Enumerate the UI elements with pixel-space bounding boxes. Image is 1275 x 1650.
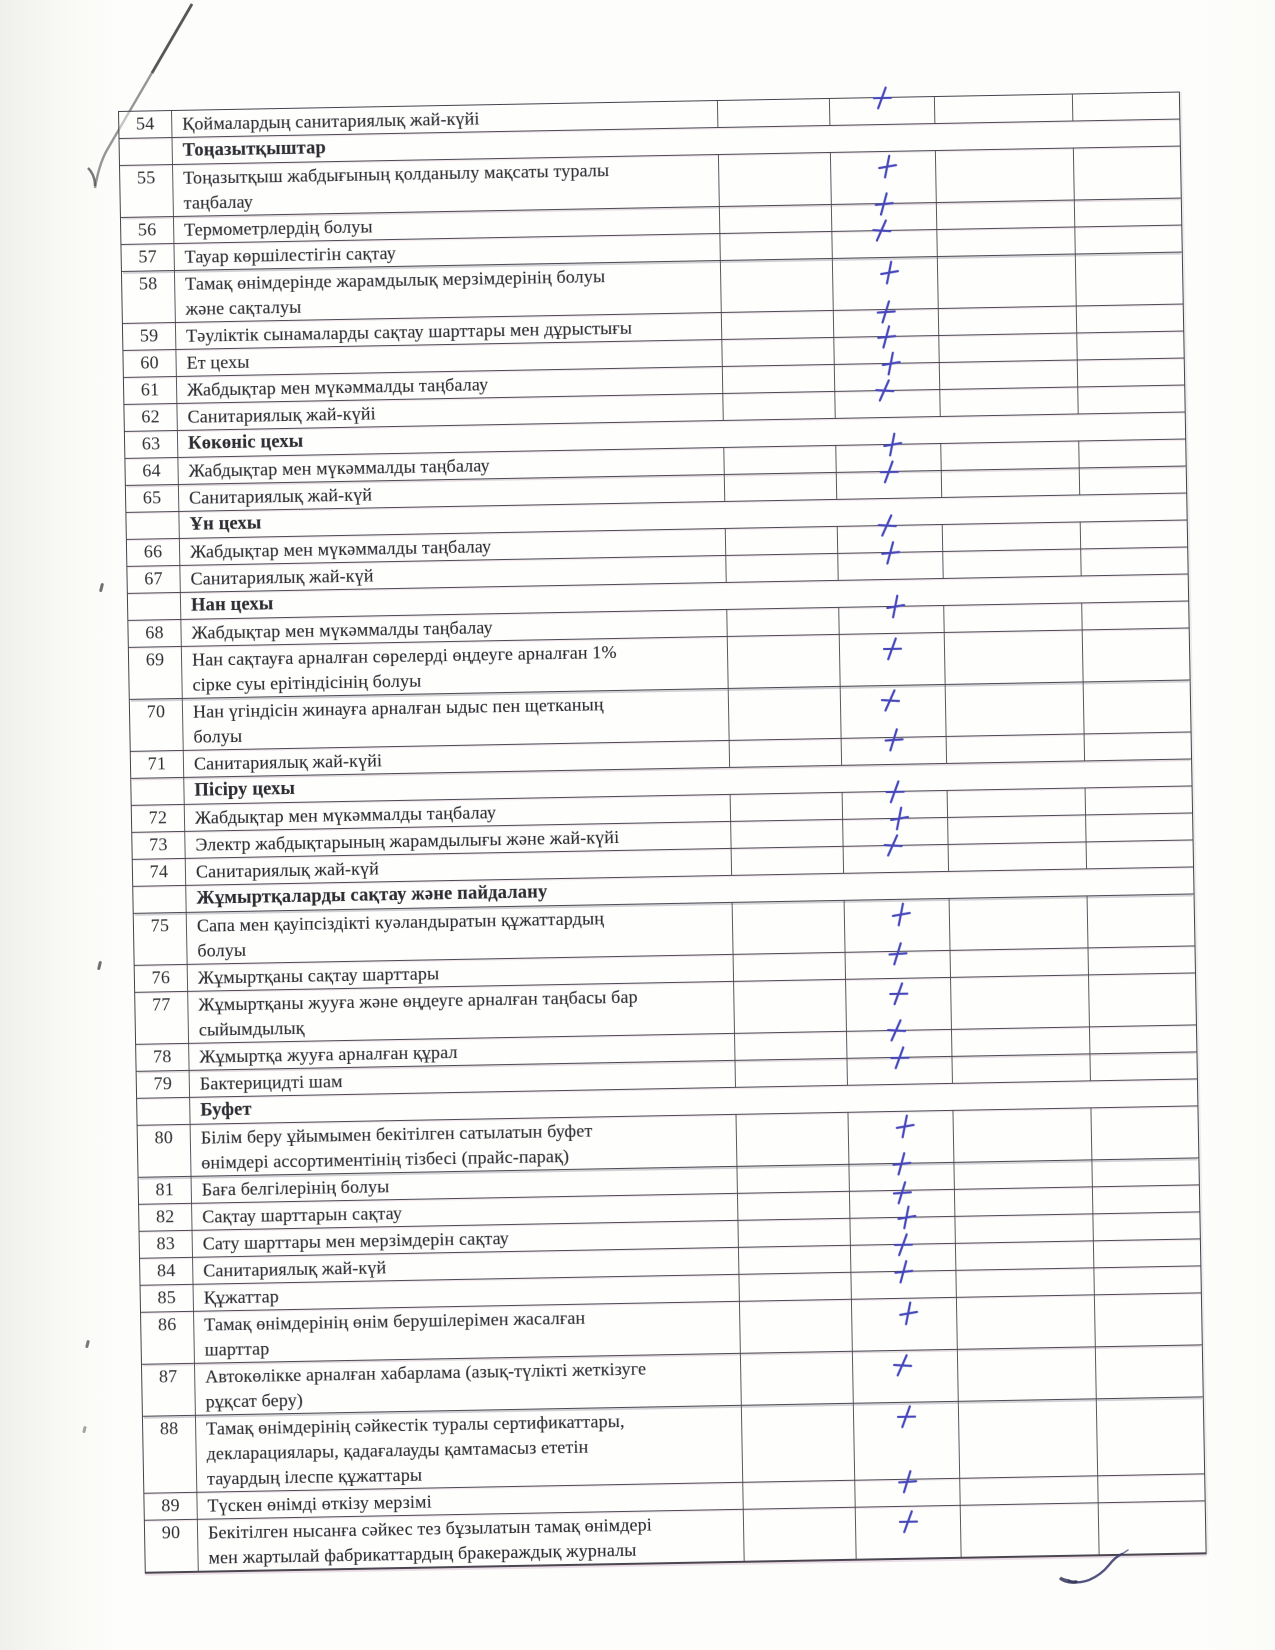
handwritten-plus-mark [873, 192, 895, 216]
handwritten-plus-mark [888, 1045, 912, 1070]
empty-cell [726, 608, 838, 636]
empty-cell [1085, 786, 1194, 814]
row-number: 75 [150, 915, 170, 936]
row-number: 66 [143, 541, 163, 562]
row-description: Нан үгіндісін жинауға арналған ыдыс пен щетканың болуы [182, 689, 729, 750]
empty-cell [1092, 1212, 1201, 1240]
empty-cell [1093, 1266, 1202, 1294]
empty-cell [735, 1113, 848, 1166]
row-description: Жабдықтар мен мүкәммалды таңбалау [177, 448, 723, 484]
empty-cell [942, 549, 1080, 578]
row-description: Термометрлердің болуы [173, 207, 719, 243]
row-number [126, 512, 178, 539]
row-number: 58 [138, 273, 158, 294]
row-description: Тамақ өнімдерінің өнім берушілерімен жасалған шарттар [193, 1302, 740, 1363]
empty-cell [948, 842, 1086, 871]
row-description: Санитариялық жай-күй [185, 849, 731, 885]
handwritten-plus-mark [887, 806, 911, 832]
row-description: Сату шарттары мен мерзімдерін сақтау [192, 1221, 738, 1257]
empty-cell [1073, 147, 1183, 200]
row-number: 79 [153, 1073, 173, 1094]
empty-cell [742, 1481, 854, 1509]
empty-cell [947, 788, 1085, 817]
check-mark-cell [831, 230, 936, 258]
empty-cell [942, 522, 1080, 551]
handwritten-plus-mark [896, 1301, 920, 1327]
empty-cell [1090, 1106, 1200, 1159]
row-description: Бактерицидті шам [189, 1061, 735, 1097]
empty-cell [934, 95, 1072, 124]
check-mark-cell [839, 633, 945, 686]
row-description: Ұн цехы [178, 493, 1186, 537]
empty-cell [941, 468, 1079, 497]
empty-cell [736, 1165, 848, 1193]
row-description: Санитариялық жай-күйі [183, 741, 729, 777]
empty-cell [738, 1246, 850, 1274]
row-description: Баға белгілерінің болуы [191, 1167, 737, 1203]
empty-cell [953, 1160, 1091, 1189]
row-number: 54 [135, 113, 155, 134]
row-number [131, 778, 183, 805]
empty-cell [1080, 520, 1189, 548]
check-mark-cell [855, 1506, 961, 1559]
row-description: Электр жабдықтарының жарамдылығы және жай-күйі [184, 822, 730, 858]
row-description: Түскен өнімді өткізу мерзімі [196, 1483, 742, 1519]
handwritten-plus-mark [874, 512, 899, 539]
empty-cell [737, 1219, 849, 1247]
empty-cell [947, 815, 1085, 844]
empty-cell [950, 975, 1089, 1029]
row-description: Санитариялық жай-күй [179, 556, 725, 592]
row-description: Тауар көршілестігін сақтау [173, 234, 719, 270]
pen-squiggle-mark [1048, 1546, 1134, 1596]
empty-cell [954, 1214, 1092, 1243]
handwritten-plus-mark [872, 377, 897, 404]
row-number: 84 [156, 1260, 176, 1281]
row-description: Көкөніс цехы [177, 413, 1185, 457]
row-description: Сапа мен қауіпсіздікті куәландыратын құжаттардың болуы [186, 903, 733, 964]
row-description: Жұмыртқаны сақтау шарттары [187, 955, 733, 991]
row-description: Жұмыртқа жууға арналған құрал [188, 1034, 734, 1070]
empty-cell [951, 1027, 1089, 1056]
handwritten-plus-mark [894, 1205, 918, 1231]
row-description: Қоймалардың санитариялық жай-күйі [171, 101, 717, 137]
empty-cell [729, 739, 841, 767]
handwritten-plus-mark [886, 942, 908, 966]
empty-cell [719, 232, 831, 260]
check-mark-cell [843, 845, 948, 873]
row-number: 87 [158, 1366, 178, 1387]
empty-cell [1074, 225, 1183, 253]
row-number: 71 [147, 753, 167, 774]
row-description: Ет цехы [175, 340, 721, 376]
handwritten-plus-mark [894, 1404, 918, 1429]
empty-cell [956, 1295, 1095, 1349]
empty-cell [959, 1476, 1097, 1505]
empty-cell [730, 793, 842, 821]
empty-cell [955, 1268, 1093, 1297]
empty-cell [731, 847, 843, 875]
row-description: Санитариялық жай-күй [192, 1248, 738, 1284]
handwritten-plus-mark [890, 1152, 912, 1176]
margin-mark [82, 1426, 86, 1433]
handwritten-plus-mark [880, 832, 905, 859]
empty-cell [1087, 894, 1197, 947]
empty-cell [1080, 547, 1189, 575]
row-number: 86 [157, 1314, 177, 1335]
row-description: Буфет [189, 1079, 1197, 1123]
row-number: 82 [155, 1206, 175, 1227]
check-mark-cell [837, 552, 942, 580]
empty-cell [1079, 466, 1188, 494]
row-description: Пісіру цехы [183, 759, 1191, 803]
row-description: Тәуліктік сынамаларды сақтау шарттары мен дұрыстығы [175, 313, 721, 349]
row-description: Жабдықтар мен мүкәммалды таңбалау [176, 367, 722, 403]
handwritten-plus-mark [877, 459, 901, 484]
empty-cell [1077, 385, 1186, 413]
empty-cell [720, 259, 833, 312]
row-description: Жабдықтар мен мүкәммалды таңбалау [184, 795, 730, 831]
empty-cell [1076, 304, 1185, 332]
handwritten-plus-mark [880, 636, 904, 661]
empty-cell [719, 205, 831, 233]
empty-cell [950, 948, 1088, 977]
handwritten-plus-mark [879, 541, 901, 565]
empty-cell [1077, 358, 1186, 386]
row-number: 57 [138, 246, 158, 267]
empty-cell [1089, 1052, 1198, 1080]
empty-cell [1088, 946, 1197, 974]
empty-cell [935, 149, 1074, 203]
row-number: 77 [151, 994, 171, 1015]
empty-cell [938, 306, 1076, 335]
row-description: Тоңазытқыш жабдығының қолданылу мақсаты туралы таңбалау [172, 155, 719, 216]
empty-cell [936, 227, 1074, 256]
empty-cell [1082, 628, 1192, 681]
handwritten-plus-mark [891, 1232, 915, 1257]
empty-cell [739, 1300, 852, 1353]
empty-cell [1083, 680, 1193, 733]
empty-cell [728, 687, 841, 740]
row-number: 72 [148, 807, 168, 828]
empty-cell [940, 441, 1078, 470]
handwritten-plus-mark [870, 85, 894, 110]
margin-mark [99, 583, 104, 592]
row-description: Жабдықтар мен мүкәммалды таңбалау [180, 610, 726, 646]
row-number [137, 1098, 189, 1125]
row-description: Құжаттар [193, 1275, 739, 1311]
check-mark-cell [850, 1271, 955, 1299]
empty-cell [949, 896, 1088, 950]
margin-mark [85, 1340, 89, 1348]
row-description: Тоңазытқыштар [172, 120, 1180, 164]
empty-cell [945, 682, 1084, 736]
handwritten-plus-mark [875, 154, 899, 180]
row-number: 85 [157, 1287, 177, 1308]
row-number: 88 [159, 1418, 179, 1439]
handwritten-plus-mark [896, 1509, 920, 1534]
empty-cell [1089, 1025, 1198, 1053]
empty-cell [938, 333, 1076, 362]
empty-cell [721, 338, 833, 366]
check-mark-cell [829, 97, 934, 125]
row-number: 67 [144, 568, 164, 589]
empty-cell [1074, 199, 1183, 227]
row-number: 56 [137, 219, 157, 240]
handwritten-plus-mark [879, 351, 903, 377]
empty-cell [955, 1241, 1093, 1270]
empty-cell [1078, 439, 1187, 467]
handwritten-plus-mark [889, 902, 913, 928]
empty-cell [724, 473, 836, 501]
row-number: 76 [151, 967, 171, 988]
check-mark-cell [836, 471, 941, 499]
empty-cell [732, 901, 845, 954]
row-description: Бекітілген нысанға сәйкес тез бұзылатын тамақ өнімдері мен жартылай фабрикаттардың бракераждық журналы [197, 1510, 744, 1571]
row-number: 90 [161, 1522, 181, 1543]
check-mark-cell [851, 1298, 957, 1351]
empty-cell [1088, 973, 1198, 1026]
empty-cell [730, 820, 842, 848]
handwritten-plus-mark [883, 779, 907, 804]
empty-cell [1095, 1345, 1205, 1398]
empty-cell [1084, 732, 1193, 760]
check-mark-cell [854, 1479, 959, 1507]
row-number: 80 [154, 1127, 174, 1148]
row-number: 89 [161, 1495, 181, 1516]
row-description: Нан цехы [180, 574, 1188, 618]
check-mark-cell [841, 737, 946, 765]
checklist-table [118, 92, 1207, 1574]
empty-cell [1093, 1239, 1202, 1267]
empty-cell [737, 1192, 849, 1220]
empty-cell [741, 1404, 854, 1482]
handwritten-plus-mark [890, 1352, 915, 1379]
row-description: Жабдықтар мен мүкәммалды таңбалау [179, 529, 725, 565]
empty-cell [1092, 1185, 1201, 1213]
row-description: Санитариялық жай-күй [178, 475, 724, 511]
row-description: Білім беру ұйымымен бекітілген сатылатын буфет өнімдері ассортиментінің тізбесі (прайс-парақ) [190, 1115, 737, 1176]
handwritten-plus-mark [877, 260, 901, 286]
row-number: 78 [152, 1046, 172, 1067]
row-description: Жұмыртқаларды сақтау және пайдалану [185, 867, 1193, 911]
empty-cell [936, 201, 1074, 230]
check-mark-cell [853, 1402, 959, 1480]
row-description: Санитариялық жай-күйі [176, 394, 722, 430]
row-description: Нан сақтауға арналған сөрелерді өңдеуге арналған 1% сірке суы ерітіндісінің болуы [181, 637, 728, 698]
empty-cell [738, 1273, 850, 1301]
row-description: Сақтау шарттарын сақтау [191, 1194, 737, 1230]
row-number: 63 [141, 433, 161, 454]
handwritten-plus-mark [882, 728, 904, 752]
row-number: 61 [140, 379, 160, 400]
row-number [133, 886, 185, 913]
empty-cell [952, 1108, 1091, 1162]
check-mark-cell [845, 951, 950, 979]
row-description: Тамақ өнімдерінің сәйкестік туралы сертификаттары, декларациялары, қадағалауды қамтамасыз ететін тауардың ілеспе құжаттары [195, 1406, 742, 1492]
empty-cell [939, 387, 1077, 416]
handwritten-plus-mark [875, 325, 897, 349]
empty-cell [733, 953, 845, 981]
handwritten-plus-mark [883, 594, 907, 620]
row-number: 60 [140, 352, 160, 373]
empty-cell [943, 603, 1081, 632]
row-number: 81 [155, 1179, 175, 1200]
empty-cell [721, 311, 833, 339]
empty-cell [1091, 1158, 1200, 1186]
row-description: Автокөлікке арналған хабарлама (азық-түлікті жеткізуге рұқсат беру) [194, 1354, 741, 1415]
row-number: 55 [136, 167, 156, 188]
empty-cell [1086, 840, 1195, 868]
empty-cell [718, 153, 831, 206]
empty-cell [1085, 813, 1194, 841]
row-number: 83 [156, 1233, 176, 1254]
check-mark-cell [852, 1350, 958, 1403]
empty-cell [725, 554, 837, 582]
handwritten-plus-mark [880, 432, 904, 458]
empty-cell [733, 980, 846, 1033]
empty-cell [725, 527, 837, 555]
empty-cell [954, 1187, 1092, 1216]
row-number: 64 [142, 460, 162, 481]
empty-cell [1075, 252, 1185, 305]
row-number: 73 [148, 834, 168, 855]
empty-cell [717, 99, 829, 127]
row-number: 59 [139, 325, 159, 346]
check-mark-cell [834, 390, 939, 418]
row-number [120, 138, 172, 165]
handwritten-plus-mark [891, 1181, 913, 1205]
empty-cell [937, 254, 1076, 308]
empty-cell [1094, 1293, 1204, 1346]
handwritten-plus-mark [875, 300, 897, 324]
row-number: 70 [146, 701, 166, 722]
row-number: 68 [145, 622, 165, 643]
empty-cell [939, 360, 1077, 389]
row-number: 62 [141, 406, 161, 427]
empty-cell [958, 1399, 1097, 1478]
row-description: Жұмыртқаны жууға және өңдеуге арналған таңбасы бар сыйымдылық [187, 982, 734, 1043]
handwritten-plus-mark [869, 217, 894, 244]
row-number [128, 593, 180, 620]
empty-cell [1097, 1474, 1206, 1502]
empty-cell [951, 1054, 1089, 1083]
empty-cell [1081, 601, 1190, 629]
empty-cell [722, 392, 834, 420]
handwritten-plus-mark [887, 981, 911, 1006]
row-description: Тамақ өнімдерінде жарамдылық мерзімдерінің болуы және сақталуы [174, 261, 721, 322]
handwritten-plus-mark [883, 1017, 908, 1044]
handwritten-plus-mark [877, 687, 902, 714]
row-number: 74 [149, 861, 169, 882]
empty-cell [723, 446, 835, 474]
empty-cell [1096, 1397, 1206, 1475]
empty-cell [735, 1059, 847, 1087]
empty-cell [740, 1352, 853, 1405]
empty-cell [722, 365, 834, 393]
check-mark-cell [838, 606, 943, 634]
row-number: 69 [145, 649, 165, 670]
empty-cell [734, 1032, 846, 1060]
empty-cell [727, 635, 840, 688]
row-number: 65 [142, 487, 162, 508]
check-mark-cell [846, 1057, 951, 1085]
margin-mark [97, 961, 102, 970]
empty-cell [1076, 331, 1185, 359]
empty-cell [1072, 93, 1181, 121]
empty-cell [946, 734, 1084, 763]
empty-cell [957, 1347, 1096, 1401]
empty-cell [743, 1508, 856, 1561]
handwritten-plus-mark [893, 1114, 917, 1140]
handwritten-plus-mark [892, 1260, 914, 1284]
empty-cell [944, 630, 1083, 684]
handwritten-plus-mark [896, 1470, 918, 1494]
